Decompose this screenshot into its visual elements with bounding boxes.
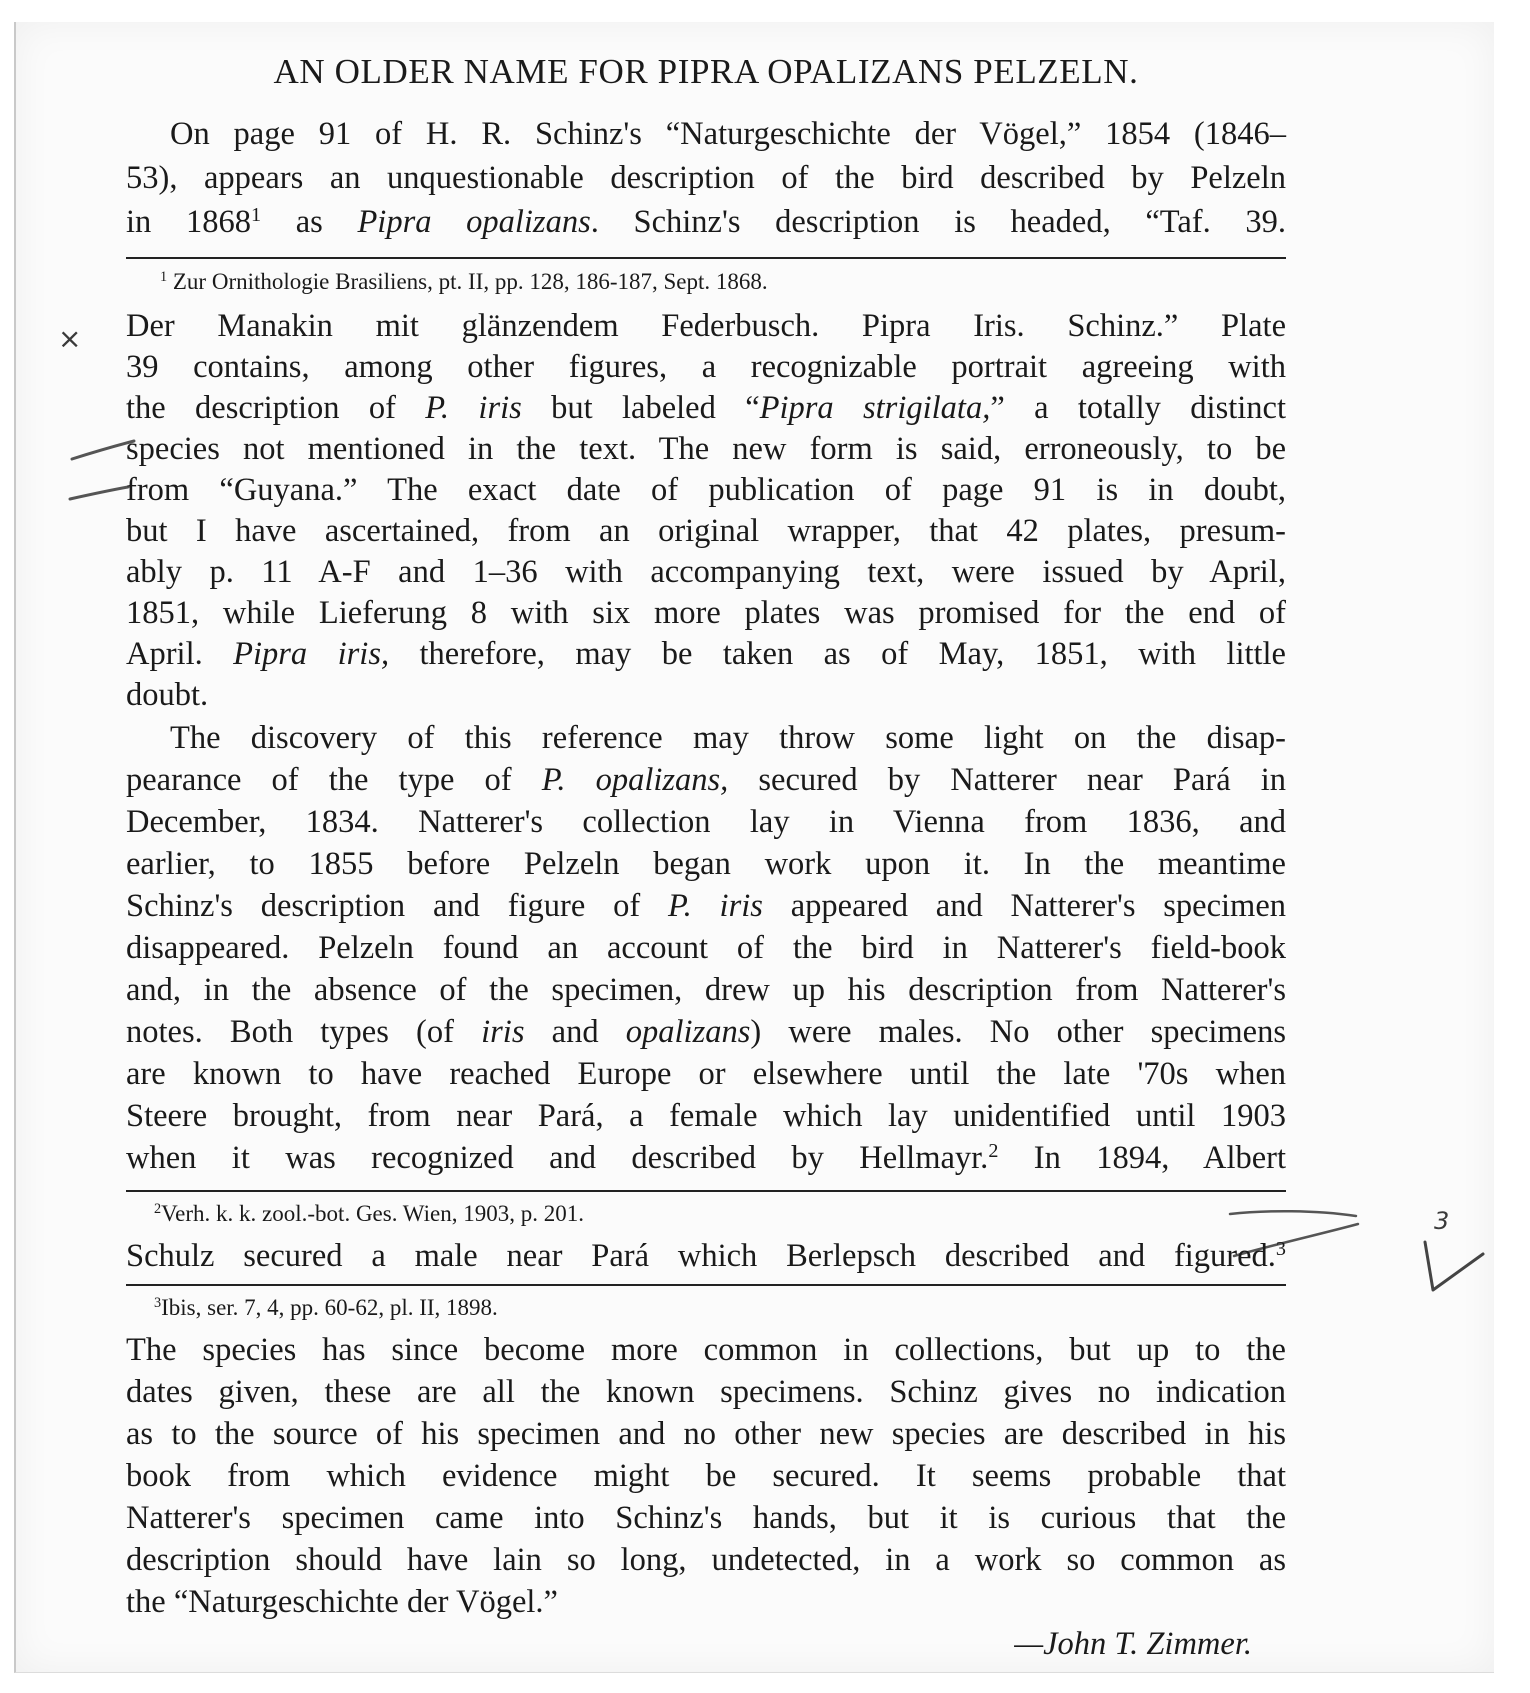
text-span: Schinz's description and figure of [126,888,668,924]
text-span: Natterer's specimen came into Schinz's hands, but it is curious that the [126,1500,1286,1536]
species-name: Pipra iris, [233,636,390,672]
text-line [126,1372,1286,1412]
text-span: and, in the absence of the specimen, drew up his description from Natterer's [126,972,1286,1008]
text-span: . Schinz's description is headed, “Taf. 39. [590,204,1287,240]
text-span: Schulz secured a male near Pará which Berlepsch described and figured. [126,1238,1276,1274]
text-line [126,347,1286,387]
text-line [126,718,1286,758]
text-line [126,760,1286,800]
text-line [126,1012,1286,1052]
species-name: P. iris [667,888,763,924]
text-line [126,202,1286,242]
species-name: Pipra strigilata, [759,390,991,426]
footnote-rule [126,257,1286,259]
text-line [126,158,1286,198]
text-span: the “Naturgeschichte der Vögel.” [126,1584,558,1620]
text-line [126,1582,1286,1622]
text-span: Steere brought, from near Pará, a female which lay unidentified until 1903 [126,1098,1286,1134]
text-span: species not mentioned in the text. The new form is said, erroneously, to be [126,431,1286,467]
text-line [126,511,1286,551]
text-line [126,970,1286,1010]
text-span: but I have ascertained, from an original wrapper, that 42 plates, presum- [126,513,1286,549]
footnote-1 [126,268,1320,296]
text-line [126,1236,1286,1276]
footnote-marker: 3 [154,1295,162,1312]
text-span: as [261,204,358,240]
text-line [126,114,1286,154]
text-line [126,675,1286,715]
text-line [126,1456,1286,1496]
text-span: earlier, to 1855 before Pelzeln began work upon it. In the meantime [126,846,1286,882]
text-span: in 1868 [126,204,251,240]
text-span: 53), appears an unquestionable description of the bird described by Pelzeln [126,160,1286,196]
footnote-3 [126,1294,1314,1322]
text-span: pearance of the type of [126,762,542,798]
footnote-text: Verh. k. k. zool.-bot. Ges. Wien, 1903, p. 201. [161,1201,584,1226]
footnote-ref: 3 [1275,1237,1286,1260]
text-line [126,1498,1286,1538]
text-line [126,1330,1286,1370]
text-span: notes. Both types (of [126,1014,482,1050]
text-line [126,593,1286,633]
text-span: secured by Natterer near Pará in [728,762,1286,798]
text-span: but labeled “ [521,390,760,426]
text-span: ” a totally distinct [990,390,1286,426]
text-span: when it was recognized and described by Hellmayr. [126,1140,989,1176]
footnote-ref: 2 [988,1139,999,1162]
text-span: On page 91 of H. R. Schinz's “Naturgeschichte der Vögel,” 1854 (1846– [170,116,1286,152]
text-span: April. [126,636,234,672]
text-span: book from which evidence might be secured. It seems probable that [126,1458,1286,1494]
text-span: dates given, these are all the known specimens. Schinz gives no indication [126,1374,1286,1410]
text-line [126,802,1286,842]
text-span: December, 1834. Natterer's collection lay in Vienna from 1836, and [126,804,1286,840]
text-line [126,928,1286,968]
text-span: In 1894, Albert [998,1140,1286,1176]
text-span: ably p. 11 A-F and 1–36 with accompanying text, were issued by April, [126,554,1286,590]
page-title: AN OLDER NAME FOR PIPRA OPALIZANS PELZELN. [273,52,1139,91]
text-line [126,634,1286,674]
footnote-text: Zur Ornithologie Brasiliens, pt. II, pp. 128, 186-187, Sept. 1868. [172,269,768,294]
text-line [126,886,1286,926]
text-line [126,429,1286,469]
text-span: as to the source of his specimen and no other new species are described in his [126,1416,1286,1452]
text-line [126,1138,1286,1178]
text-line [126,1414,1286,1454]
species-name: opalizans [625,1014,751,1050]
text-span: disappeared. Pelzeln found an account of the bird in Natterer's field-book [126,930,1286,966]
text-line [126,1054,1286,1094]
text-span: from “Guyana.” The exact date of publication of page 91 is in doubt, [126,472,1286,508]
text-line [126,552,1286,592]
species-name: P. opalizans, [541,762,729,798]
margin-check-mark [1419,1234,1499,1304]
text-span: are known to have reached Europe or elsewhere until the late '70s when [126,1056,1286,1092]
footnote-marker: 2 [154,1201,162,1218]
text-span: The discovery of this reference may throw some light on the disap- [170,720,1286,756]
margin-x-mark: × [58,322,82,355]
text-span: 1851, while Lieferung 8 with six more plates was promised for the end of [126,595,1286,631]
author-signature: —John T. Zimmer. [1014,1626,1252,1662]
text-span: doubt. [126,677,209,713]
text-span: the description of [126,390,426,426]
text-line [126,306,1286,346]
species-name: Pipra opalizans [357,204,591,240]
footnote-rule [126,1190,1286,1192]
text-span: description should have lain so long, undetected, in a work so common as [126,1542,1286,1578]
text-line [126,388,1286,428]
text-span: and [524,1014,626,1050]
footnote-2 [126,1200,1314,1228]
text-line [126,1540,1286,1580]
text-line [126,470,1286,510]
text-span: therefore, may be taken as of May, 1851, with little [389,636,1286,672]
text-span: ) were males. No other specimens [750,1014,1287,1050]
footnote-text: Ibis, ser. 7, 4, pp. 60-62, pl. II, 1898. [161,1295,498,1320]
text-line [126,1096,1286,1136]
species-name: P. iris [425,390,522,426]
text-span: appeared and Natterer's specimen [762,888,1286,924]
species-name: iris [481,1014,525,1050]
footnote-marker: 1 [160,269,168,286]
text-span: The species has since become more common in collections, but up to the [126,1332,1286,1368]
text-span: Der Manakin mit glänzendem Federbusch. Pipra Iris. Schinz.” Plate [126,308,1286,344]
margin-number-annotation: 3 [1434,1207,1450,1235]
text-span: 39 contains, among other figures, a recognizable portrait agreeing with [126,349,1286,385]
footnote-rule [126,1284,1286,1286]
text-line [126,844,1286,884]
footnote-ref: 1 [250,203,262,226]
manuscript-page [14,22,1494,1673]
